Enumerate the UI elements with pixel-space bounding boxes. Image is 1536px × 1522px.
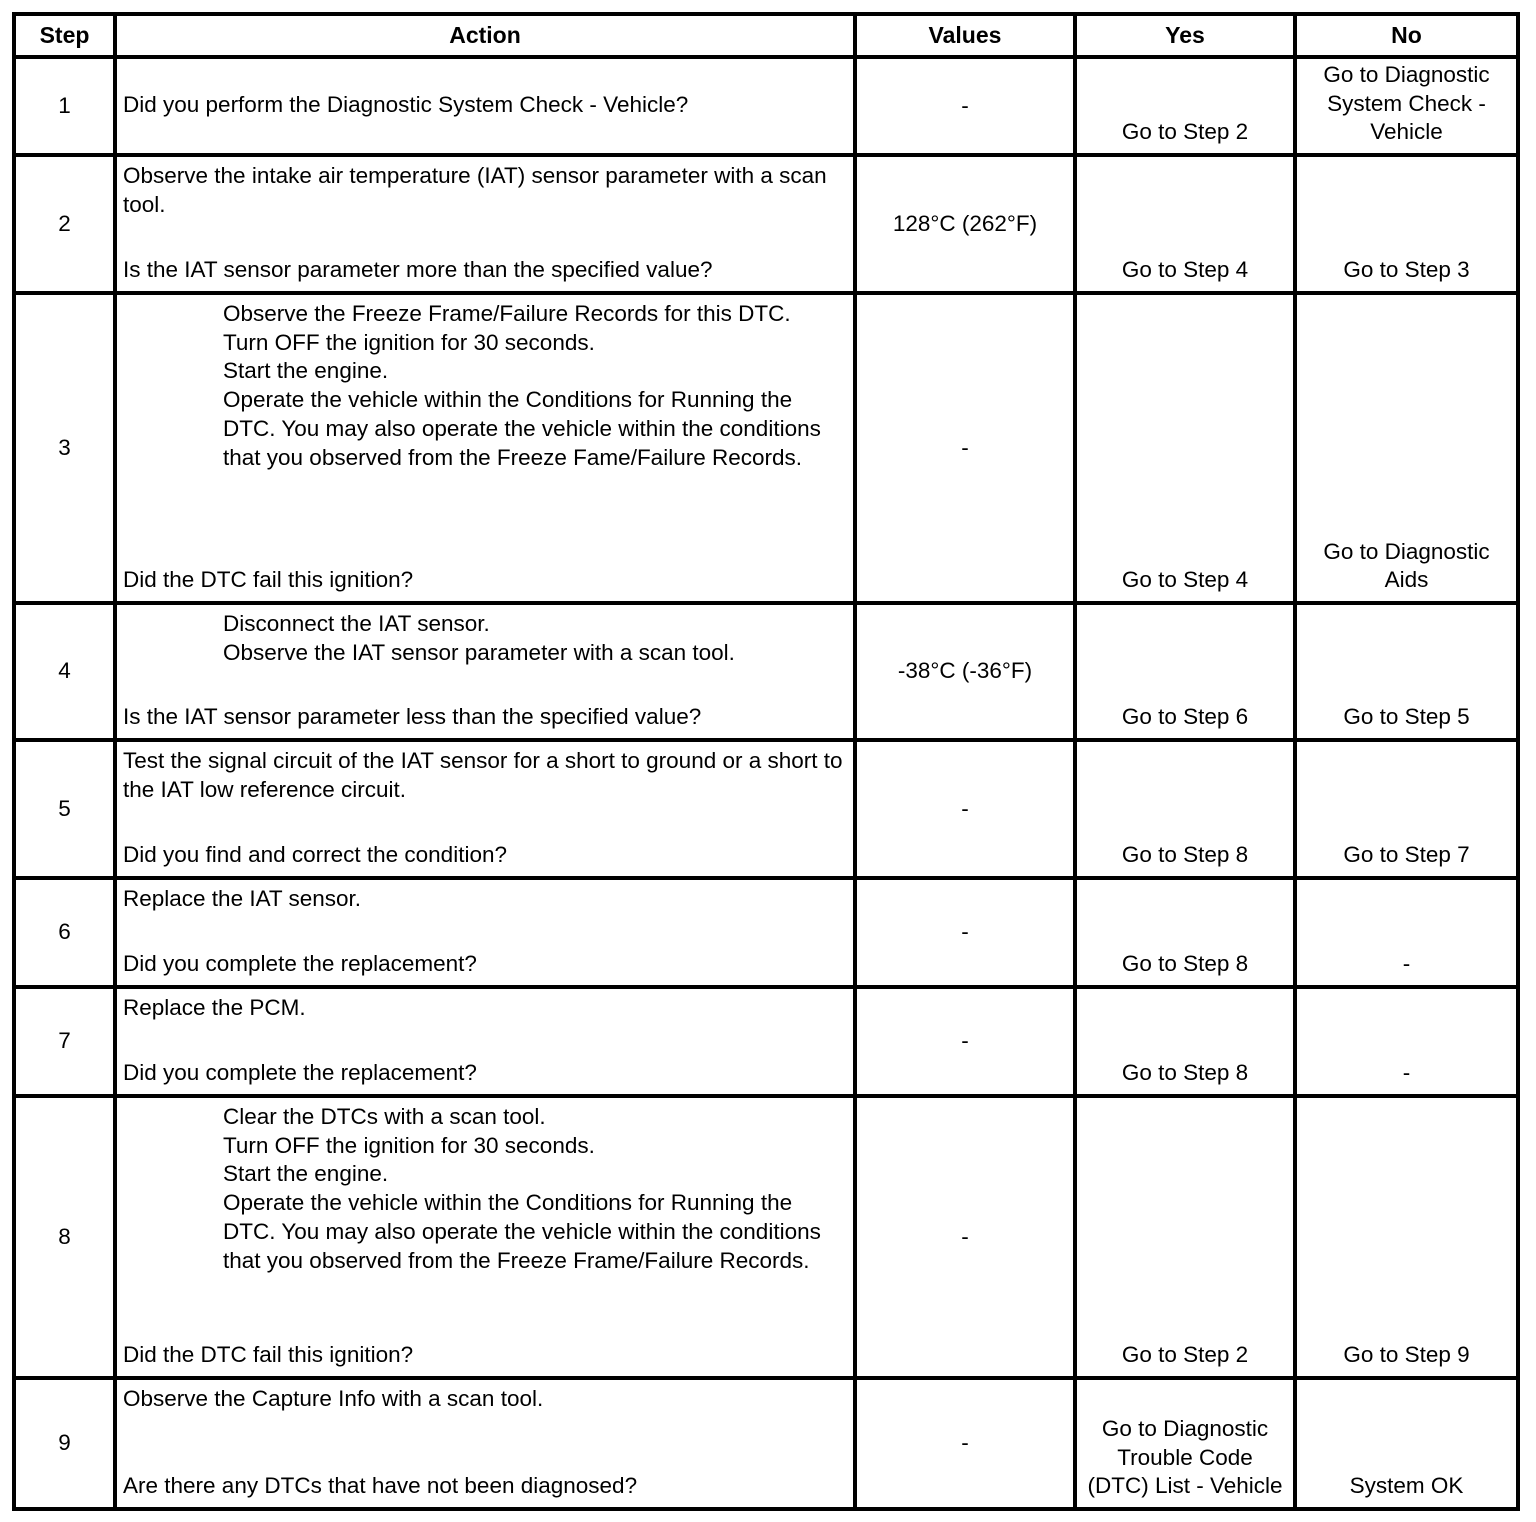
action-instruction-line: Observe the Freeze Frame/Failure Records for this DTC. bbox=[223, 301, 791, 326]
action-instruction-line: Start the engine. bbox=[223, 1161, 389, 1187]
header-step: Step bbox=[14, 14, 115, 57]
yes-cell: Go to Step 8 bbox=[1075, 878, 1295, 987]
header-action: Action bbox=[115, 14, 855, 57]
step-number: 8 bbox=[14, 1096, 115, 1378]
table-row bbox=[14, 603, 1518, 740]
table-row bbox=[14, 740, 1518, 878]
value-cell: - bbox=[855, 293, 1075, 603]
value-cell: - bbox=[855, 1096, 1075, 1378]
action-instruction-line: Observe the Capture Info with a scan tool. bbox=[123, 1386, 544, 1411]
no-cell: Go to Step 3 bbox=[1295, 155, 1518, 293]
value-cell: - bbox=[855, 987, 1075, 1096]
action-instruction-line: Clear the DTCs with a scan tool. bbox=[223, 1104, 546, 1129]
value-cell: - bbox=[855, 740, 1075, 878]
header-values: Values bbox=[855, 14, 1075, 57]
yes-cell: Go to Step 2 bbox=[1075, 1096, 1295, 1378]
action-question: Did you find and correct the condition? bbox=[123, 842, 507, 868]
action-question: Did the DTC fail this ignition? bbox=[123, 567, 414, 593]
action-cell bbox=[115, 878, 855, 987]
no-cell: Go to Diagnostic Aids bbox=[1295, 293, 1518, 603]
value-cell: - bbox=[855, 1378, 1075, 1509]
step-number: 3 bbox=[14, 293, 115, 603]
action-instruction-line: Turn OFF the ignition for 30 seconds. bbox=[223, 1132, 595, 1158]
header-no: No bbox=[1295, 14, 1518, 57]
table-body bbox=[14, 57, 1518, 1509]
table-row bbox=[14, 1378, 1518, 1509]
no-cell: Go to Step 7 bbox=[1295, 740, 1518, 878]
no-cell: Go to Step 5 bbox=[1295, 603, 1518, 740]
value-cell: 128°C (262°F) bbox=[855, 155, 1075, 293]
action-instruction-line: Start the engine. bbox=[223, 358, 389, 384]
table-row bbox=[14, 293, 1518, 603]
no-cell: - bbox=[1295, 987, 1518, 1096]
value-cell: - bbox=[855, 878, 1075, 987]
no-cell: Go to Diagnostic System Check - Vehicle bbox=[1295, 57, 1518, 155]
action-question: Did you perform the Diagnostic System Check - Vehicle? bbox=[123, 92, 689, 118]
step-number: 2 bbox=[14, 155, 115, 293]
action-question: Are there any DTCs that have not been diagnosed? bbox=[123, 1473, 638, 1499]
action-instructions bbox=[123, 885, 847, 914]
action-instructions bbox=[123, 162, 847, 219]
action-instruction-line: Replace the IAT sensor. bbox=[123, 886, 362, 911]
action-cell bbox=[115, 57, 855, 155]
no-cell: - bbox=[1295, 878, 1518, 987]
step-number: 4 bbox=[14, 603, 115, 740]
action-question: Is the IAT sensor parameter less than the specified value? bbox=[123, 704, 702, 730]
action-question: Did you complete the replacement? bbox=[123, 951, 477, 977]
step-number: 1 bbox=[14, 57, 115, 155]
table-row bbox=[14, 878, 1518, 987]
value-cell: -38°C (-36°F) bbox=[855, 603, 1075, 740]
yes-cell: Go to Step 8 bbox=[1075, 987, 1295, 1096]
action-cell bbox=[115, 603, 855, 740]
value-cell: - bbox=[855, 57, 1075, 155]
table-row bbox=[14, 987, 1518, 1096]
step-number: 6 bbox=[14, 878, 115, 987]
action-cell bbox=[115, 1096, 855, 1378]
step-number: 7 bbox=[14, 987, 115, 1096]
action-cell bbox=[115, 1378, 855, 1509]
action-instructions bbox=[123, 747, 847, 804]
action-instruction-line: Observe the intake air temperature (IAT) sensor parameter with a scan tool. bbox=[123, 163, 827, 217]
yes-cell: Go to Step 6 bbox=[1075, 603, 1295, 740]
action-cell bbox=[115, 740, 855, 878]
action-question: Did the DTC fail this ignition? bbox=[123, 1342, 414, 1368]
yes-cell: Go to Diagnostic Trouble Code (DTC) List - Vehicle bbox=[1075, 1378, 1295, 1509]
no-cell: System OK bbox=[1295, 1378, 1518, 1509]
action-instruction-line: Disconnect the IAT sensor. bbox=[223, 611, 490, 636]
action-instructions bbox=[123, 1103, 847, 1275]
table-row bbox=[14, 57, 1518, 155]
table-row bbox=[14, 155, 1518, 293]
action-instructions bbox=[123, 1385, 847, 1414]
step-number: 9 bbox=[14, 1378, 115, 1509]
action-cell bbox=[115, 987, 855, 1096]
diagnostic-table bbox=[12, 12, 1520, 1511]
yes-cell: Go to Step 4 bbox=[1075, 155, 1295, 293]
header-yes: Yes bbox=[1075, 14, 1295, 57]
action-instructions bbox=[123, 610, 847, 667]
action-cell bbox=[115, 293, 855, 603]
action-instruction-line: Operate the vehicle within the Conditions for Running the DTC. You may also operate the vehicle within the conditions that you observed from the Freeze Fame/Failure Records. bbox=[223, 387, 821, 470]
yes-cell: Go to Step 4 bbox=[1075, 293, 1295, 603]
yes-cell: Go to Step 8 bbox=[1075, 740, 1295, 878]
yes-cell: Go to Step 2 bbox=[1075, 57, 1295, 155]
action-instructions bbox=[123, 994, 847, 1023]
action-instruction-line: Test the signal circuit of the IAT sensor for a short to ground or a short to the IAT low reference circuit. bbox=[123, 748, 843, 802]
table-row bbox=[14, 1096, 1518, 1378]
no-cell: Go to Step 9 bbox=[1295, 1096, 1518, 1378]
action-instruction-line: Replace the PCM. bbox=[123, 995, 306, 1020]
action-question: Is the IAT sensor parameter more than the specified value? bbox=[123, 257, 713, 283]
action-cell bbox=[115, 155, 855, 293]
action-instruction-line: Observe the IAT sensor parameter with a scan tool. bbox=[223, 639, 735, 665]
action-instructions bbox=[123, 300, 847, 472]
action-question: Did you complete the replacement? bbox=[123, 1060, 477, 1086]
header-row bbox=[14, 14, 1518, 57]
action-instruction-line: Operate the vehicle within the Conditions for Running the DTC. You may also operate the vehicle within the conditions that you observed from the Freeze Frame/Failure Records. bbox=[223, 1190, 821, 1273]
action-instruction-line: Turn OFF the ignition for 30 seconds. bbox=[223, 329, 595, 355]
step-number: 5 bbox=[14, 740, 115, 878]
